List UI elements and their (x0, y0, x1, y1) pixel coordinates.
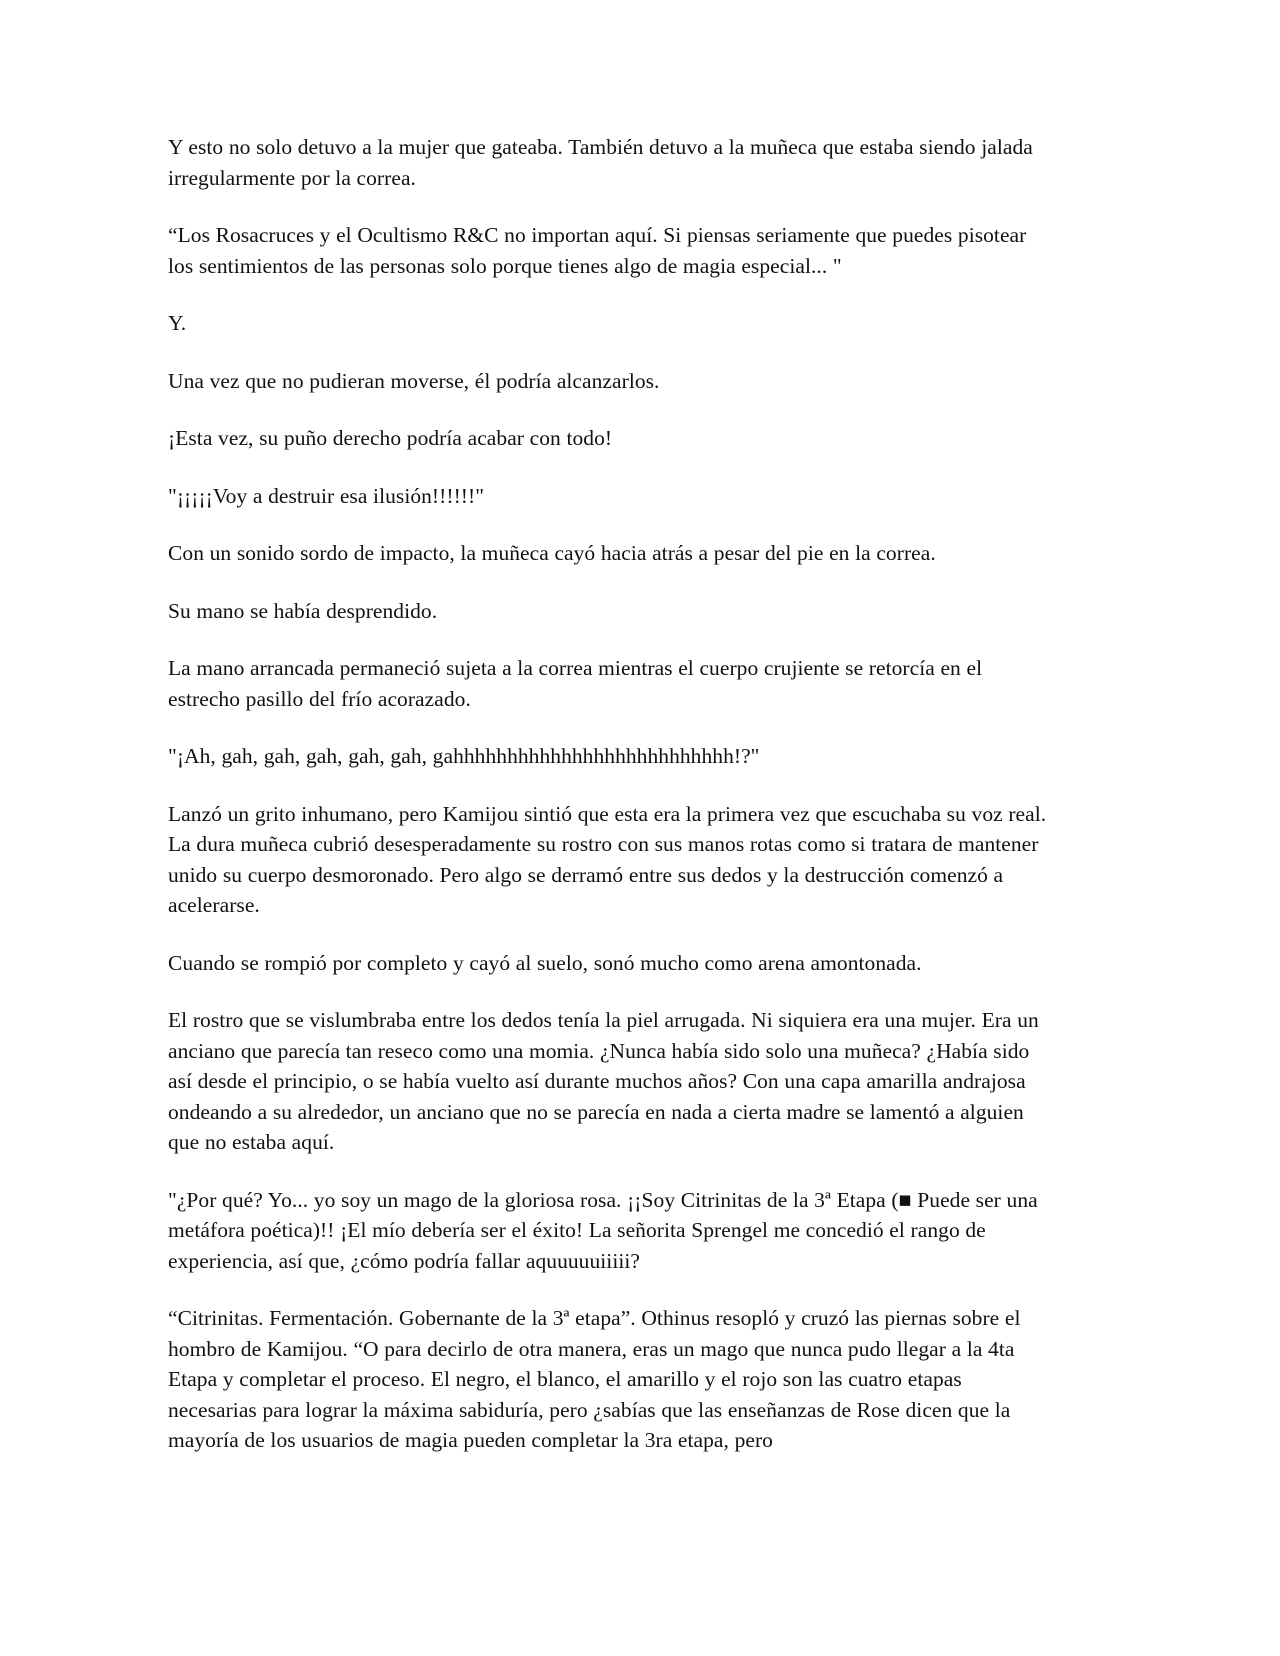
paragraph: Lanzó un grito inhumano, pero Kamijou sintió que esta era la primera vez que escuchaba su voz real. La dura muñeca cubrió desesperadamente su rostro con sus manos rotas como si tratara de mantener unido su cuerpo desmoronado. Pero algo se derramó entre sus dedos y la destrucción comenzó a acelerarse. (168, 801, 1047, 917)
paragraph: Con un sonido sordo de impacto, la muñeca cayó hacia atrás a pesar del pie en la correa. (168, 541, 936, 565)
paragraph: El rostro que se vislumbraba entre los dedos tenía la piel arrugada. Ni siquiera era una mujer. Era un anciano que parecía tan reseco como una momia. ¿Nunca había sido solo una muñeca? ¿Había sido así desde el principio, o se había vuelto así durante muchos años? Con una capa amarilla andrajosa ondeando a su alrededor, un anciano que no se parecía en nada a cierta madre se lamentó a alguien que no estaba aquí. (168, 1008, 1039, 1154)
paragraph: Y esto no solo detuvo a la mujer que gateaba. También detuvo a la muñeca que estaba siendo jalada irregularmente por la correa. (168, 135, 1033, 190)
paragraph: Y. (168, 311, 187, 335)
paragraph: Una vez que no pudieran moverse, él podría alcanzarlos. (168, 368, 660, 393)
paragraph: “Los Rosacruces y el Ocultismo R&C no importan aquí. Si piensas seriamente que puedes pisotear los sentimientos de las personas solo porque tienes algo de magia especial... " (168, 223, 1027, 278)
paragraph: La mano arrancada permaneció sujeta a la correa mientras el cuerpo crujiente se retorcía en el estrecho pasillo del frío acorazado. (168, 656, 983, 711)
paragraph: Su mano se había desprendido. (168, 598, 438, 623)
document-text-body (168, 132, 1056, 1456)
paragraph: "¡Ah, gah, gah, gah, gah, gah, gahhhhhhhhhhhhhhhhhhhhhhhhhh!?" (168, 744, 760, 768)
paragraph: Cuando se rompió por completo y cayó al suelo, sonó mucho como arena amontonada. (168, 950, 922, 975)
paragraph: "¡¡¡¡¡Voy a destruir esa ilusión!!!!!!" (168, 483, 485, 508)
paragraph: "¿Por qué? Yo... yo soy un mago de la gloriosa rosa. ¡¡Soy Citrinitas de la 3ª Etapa (■ Puede ser una metáfora poética)!! ¡El mío debería ser el éxito! La señorita Sprengel me concedió el rango de experiencia, así que, ¿cómo podría fallar aquuuuuiiiii? (168, 1187, 1038, 1273)
paragraph: ¡Esta vez, su puño derecho podría acabar con todo! (168, 426, 613, 450)
paragraph: “Citrinitas. Fermentación. Gobernante de la 3ª etapa”. Othinus resopló y cruzó las piernas sobre el hombro de Kamijou. “O para decirlo de otra manera, eras un mago que nunca pudo llegar a la 4ta Etapa y completar el proceso. El negro, el blanco, el amarillo y el rojo son las cuatro etapas necesarias para lograr la máxima sabiduría, pero ¿sabías que las enseñanzas de Rose dicen que la mayoría de los usuarios de magia pueden completar la 3ra etapa, pero (168, 1306, 1021, 1452)
